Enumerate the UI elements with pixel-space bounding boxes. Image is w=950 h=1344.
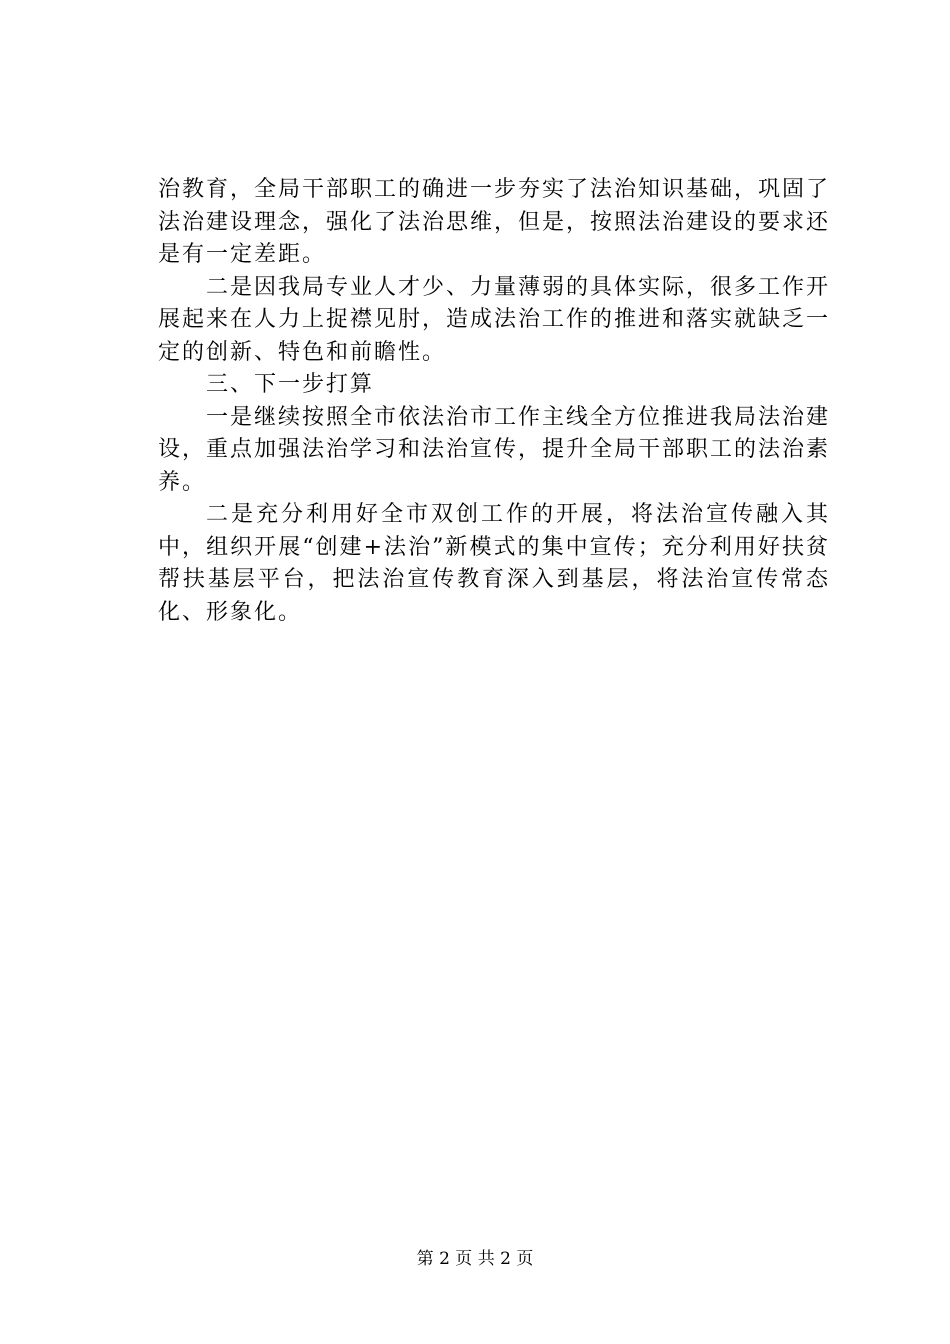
document-body <box>158 174 830 629</box>
paragraph-next-step-two: 二是充分利用好全市双创工作的开展，将法治宣传融入其中，组织开展“创建+法治”新模式的集中宣传；充分利用好扶贫帮扶基层平台，把法治宣传教育深入到基层，将法治宣传常态化、形象化。 <box>158 502 830 625</box>
paragraph-continuation: 治教育，全局干部职工的确进一步夯实了法治知识基础，巩固了法治建设理念，强化了法治思维，但是，按照法治建设的要求还是有一定差距。 <box>158 177 831 267</box>
page-number-footer: 第 2 页 共 2 页 <box>416 1249 534 1269</box>
paragraph-next-step-one: 一是继续按照全市依法治市工作主线全方位推进我局法治建设，重点加强法治学习和法治宣传，提升全局干部职工的法治素养。 <box>158 404 831 495</box>
paragraph-point-two: 二是因我局专业人才少、力量薄弱的具体实际，很多工作开展起来在人力上捉襟见肘，造成法治工作的推进和落实就缺乏一定的创新、特色和前瞻性。 <box>158 274 831 365</box>
section-heading-next-steps: 三、下一步打算 <box>206 372 375 397</box>
